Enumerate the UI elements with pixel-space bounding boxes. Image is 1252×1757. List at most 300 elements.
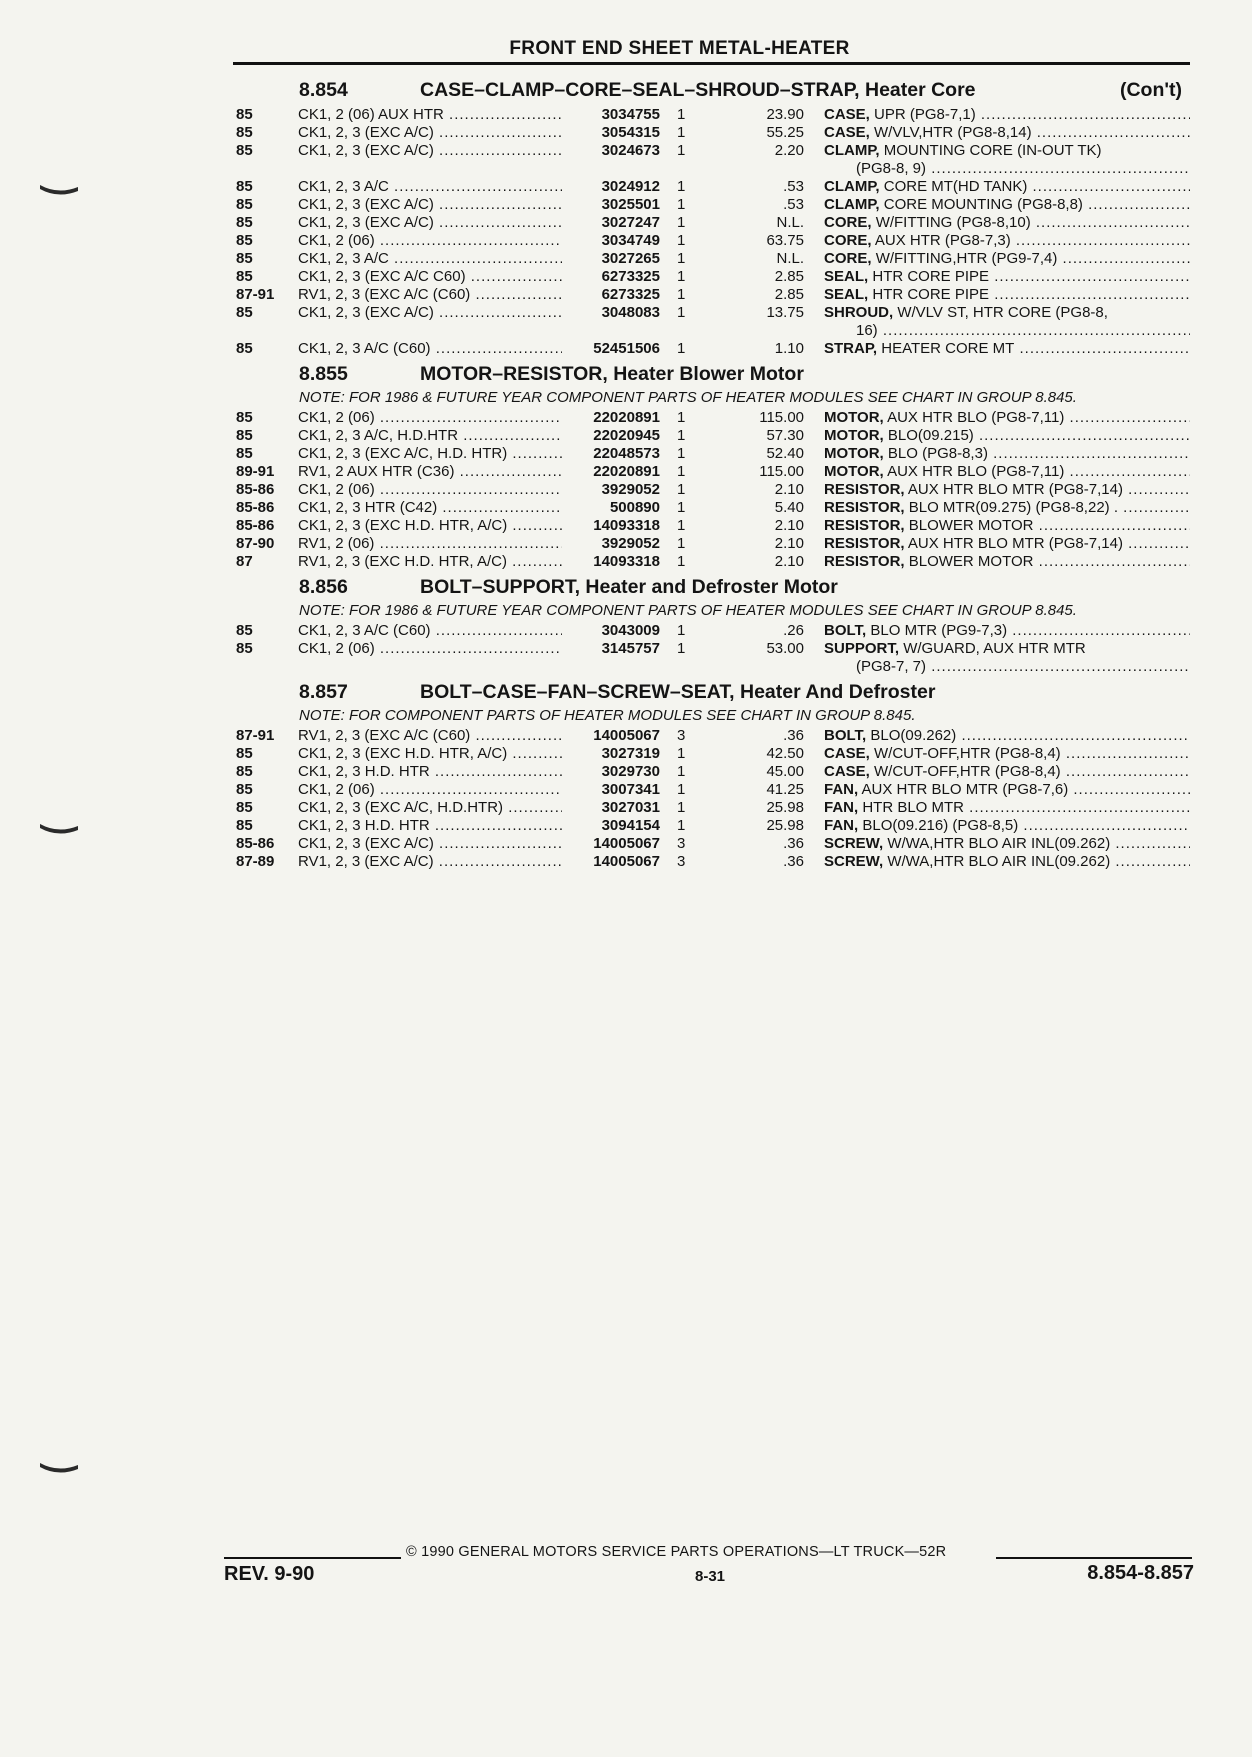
- part-name: MOTOR,: [824, 409, 884, 426]
- model-year: 85: [236, 268, 253, 285]
- quantity: 1: [677, 640, 686, 657]
- price: 57.30: [766, 427, 804, 444]
- part-row: [236, 481, 1190, 499]
- price: 5.40: [774, 499, 804, 516]
- part-detail: W/FITTING (PG8-8,10): [875, 214, 1031, 231]
- price: 2.10: [774, 535, 804, 552]
- part-row: [236, 517, 1190, 535]
- model-application: CK1, 2, 3 H.D. HTR .....: [298, 763, 562, 781]
- description-continuation: (PG8-7, 7) .....: [856, 658, 1190, 676]
- price: 45.00: [766, 763, 804, 780]
- part-row: [236, 763, 1190, 781]
- part-name: RESISTOR,: [824, 481, 905, 498]
- part-description: [824, 835, 1190, 853]
- model-application: CK1, 2, 3 (EXC A/C, H.D.HTR) .....: [298, 799, 562, 817]
- part-number: 3929052: [601, 481, 660, 498]
- part-description: [824, 124, 1190, 142]
- part-number: 6273325: [601, 268, 660, 285]
- part-detail: W/CUT-OFF,HTR (PG8-8,4): [874, 745, 1061, 762]
- part-number: 14093318: [593, 517, 660, 534]
- model-year: 85: [236, 106, 253, 123]
- quantity: 1: [677, 781, 686, 798]
- group-note: NOTE: FOR COMPONENT PARTS OF HEATER MODULES SEE CHART IN GROUP 8.845.: [299, 707, 916, 724]
- part-name: SEAL,: [824, 268, 869, 285]
- description-continuation: (PG8-8, 9) .....: [856, 160, 1190, 178]
- model-application: CK1, 2 (06) .....: [298, 232, 562, 250]
- price: 13.75: [766, 304, 804, 321]
- group-number: 8.855: [299, 363, 348, 385]
- part-name: MOTOR,: [824, 445, 884, 462]
- part-number: 14005067: [593, 835, 660, 852]
- price: 52.40: [766, 445, 804, 462]
- group-heading: [236, 360, 1190, 390]
- model-year: 85: [236, 142, 253, 159]
- model-year: 85: [236, 214, 253, 231]
- part-row: [236, 196, 1190, 214]
- model-application: CK1, 2 (06) .....: [298, 409, 562, 427]
- part-detail: HEATER CORE MT: [881, 340, 1015, 357]
- part-detail: HTR CORE PIPE: [872, 268, 990, 285]
- part-number: 3929052: [601, 535, 660, 552]
- part-number: 500890: [609, 499, 660, 516]
- model-year: 87-89: [236, 853, 275, 870]
- part-detail: UPR (PG8-7,1): [874, 106, 976, 123]
- part-detail: W/GUARD, AUX HTR MTR: [903, 640, 1086, 657]
- price: .36: [783, 835, 804, 852]
- part-detail: W/WA,HTR BLO AIR INL(09.262): [887, 835, 1111, 852]
- part-number: 22020945: [593, 427, 660, 444]
- price: 41.25: [766, 781, 804, 798]
- part-name: SEAL,: [824, 286, 869, 303]
- part-name: MOTOR,: [824, 427, 884, 444]
- quantity: 1: [677, 106, 686, 123]
- model-year: 85-86: [236, 835, 275, 852]
- part-name: SCREW,: [824, 835, 884, 852]
- price: .26: [783, 622, 804, 639]
- model-year: 85: [236, 622, 253, 639]
- footer-copyright: © 1990 GENERAL MOTORS SERVICE PARTS OPERATIONS—LT TRUCK—52R: [406, 1544, 947, 1560]
- quantity: 1: [677, 622, 686, 639]
- model-year: 85: [236, 427, 253, 444]
- group-heading: [236, 678, 1190, 708]
- model-application: CK1, 2, 3 (EXC A/C C60) .....: [298, 268, 562, 286]
- part-description: [824, 304, 1190, 322]
- model-application: CK1, 2, 3 (EXC A/C) .....: [298, 214, 562, 232]
- quantity: 1: [677, 340, 686, 357]
- part-number: 22020891: [593, 463, 660, 480]
- part-detail: CORE MT(HD TANK): [883, 178, 1028, 195]
- quantity: 1: [677, 178, 686, 195]
- part-detail: BLO(09.216) (PG8-8,5): [862, 817, 1019, 834]
- part-row: [236, 178, 1190, 196]
- part-row: [236, 106, 1190, 124]
- part-name: CASE,: [824, 745, 870, 762]
- quantity: 1: [677, 553, 686, 570]
- part-description: [824, 196, 1190, 214]
- model-application: CK1, 2 (06) .....: [298, 481, 562, 499]
- part-name: CLAMP,: [824, 196, 880, 213]
- model-year: 85: [236, 409, 253, 426]
- group-title: MOTOR–RESISTOR, Heater Blower Motor: [420, 363, 804, 385]
- model-application: CK1, 2, 3 HTR (C42) .....: [298, 499, 562, 517]
- part-number: 14093318: [593, 553, 660, 570]
- model-year: 85: [236, 340, 253, 357]
- part-number: 3027319: [601, 745, 660, 762]
- price: 2.10: [774, 517, 804, 534]
- part-number: 3145757: [601, 640, 660, 657]
- part-row: [236, 622, 1190, 640]
- part-name: CORE,: [824, 214, 872, 231]
- footer-group-range: 8.854-8.857: [1087, 1562, 1194, 1584]
- quantity: 1: [677, 214, 686, 231]
- quantity: 1: [677, 499, 686, 516]
- part-row: [236, 214, 1190, 232]
- part-number: 3025501: [601, 196, 660, 213]
- part-name: RESISTOR,: [824, 499, 905, 516]
- model-application: RV1, 2, 3 (EXC A/C) .....: [298, 853, 562, 871]
- group-heading: [236, 76, 1190, 106]
- quantity: 1: [677, 445, 686, 462]
- continued-label: (Con't): [1119, 79, 1182, 101]
- part-row: [236, 835, 1190, 853]
- price: 55.25: [766, 124, 804, 141]
- quantity: 1: [677, 286, 686, 303]
- model-year: 87-91: [236, 727, 275, 744]
- model-application: CK1, 2, 3 A/C, H.D.HTR .....: [298, 427, 562, 445]
- part-row: [236, 286, 1190, 304]
- part-detail: BLOWER MOTOR: [908, 553, 1034, 570]
- quantity: 1: [677, 463, 686, 480]
- part-description: [824, 232, 1190, 250]
- part-row: [236, 853, 1190, 871]
- binder-hole-mark: [38, 1461, 80, 1475]
- part-number: 3043009: [601, 622, 660, 639]
- part-row: [236, 304, 1190, 340]
- group-section: [236, 360, 1190, 573]
- header-rule: [233, 62, 1190, 65]
- price: 2.10: [774, 481, 804, 498]
- part-name: RESISTOR,: [824, 535, 905, 552]
- part-detail: W/WA,HTR BLO AIR INL(09.262): [887, 853, 1111, 870]
- model-year: 85-86: [236, 517, 275, 534]
- model-year: 85: [236, 781, 253, 798]
- part-number: 3007341: [601, 781, 660, 798]
- part-detail: W/CUT-OFF,HTR (PG8-8,4): [874, 763, 1061, 780]
- quantity: 1: [677, 142, 686, 159]
- price: 115.00: [759, 463, 804, 480]
- part-description: [824, 745, 1190, 763]
- model-year: 85: [236, 304, 253, 321]
- part-description: [824, 781, 1190, 799]
- price: 2.20: [774, 142, 804, 159]
- quantity: 1: [677, 517, 686, 534]
- part-description: [824, 727, 1190, 745]
- model-application: RV1, 2, 3 (EXC A/C (C60) .....: [298, 727, 562, 745]
- part-number: 3029730: [601, 763, 660, 780]
- price: .53: [783, 178, 804, 195]
- model-application: CK1, 2, 3 (EXC A/C) .....: [298, 142, 562, 160]
- price: 63.75: [766, 232, 804, 249]
- price: 2.85: [774, 268, 804, 285]
- part-name: CLAMP,: [824, 142, 880, 159]
- part-row: [236, 232, 1190, 250]
- price: .53: [783, 196, 804, 213]
- footer-rule-left: [224, 1557, 401, 1559]
- part-detail: HTR BLO MTR: [862, 799, 965, 816]
- quantity: 1: [677, 763, 686, 780]
- part-detail: AUX HTR BLO (PG8-7,11): [887, 409, 1065, 426]
- part-row: [236, 427, 1190, 445]
- part-detail: BLO MTR (PG9-7,3): [870, 622, 1008, 639]
- part-number: 52451506: [593, 340, 660, 357]
- part-description: [824, 853, 1190, 871]
- part-row: [236, 553, 1190, 571]
- model-application: CK1, 2, 3 (EXC A/C, H.D. HTR) .....: [298, 445, 562, 463]
- part-number: 3094154: [601, 817, 660, 834]
- part-name: CLAMP,: [824, 178, 880, 195]
- model-year: 85: [236, 196, 253, 213]
- part-detail: MOUNTING CORE (IN-OUT TK): [883, 142, 1102, 159]
- part-number: 3027247: [601, 214, 660, 231]
- model-application: CK1, 2, 3 A/C (C60) .....: [298, 622, 562, 640]
- page-title: FRONT END SHEET METAL-HEATER: [509, 38, 850, 59]
- model-year: 85-86: [236, 481, 275, 498]
- binder-hole-mark: [38, 822, 80, 836]
- model-year: 85: [236, 178, 253, 195]
- quantity: 1: [677, 196, 686, 213]
- part-description: [824, 409, 1190, 427]
- quantity: 1: [677, 232, 686, 249]
- part-number: 6273325: [601, 286, 660, 303]
- part-detail: AUX HTR BLO MTR (PG8-7,14): [907, 481, 1123, 498]
- part-name: FAN,: [824, 799, 859, 816]
- footer-page-number: 8-31: [695, 1568, 726, 1585]
- part-detail: W/FITTING,HTR (PG9-7,4): [875, 250, 1058, 267]
- part-row: [236, 445, 1190, 463]
- part-row: [236, 727, 1190, 745]
- model-application: RV1, 2, 3 (EXC H.D. HTR, A/C) .....: [298, 553, 562, 571]
- model-year: 85: [236, 763, 253, 780]
- part-detail: AUX HTR BLO (PG8-7,11): [887, 463, 1065, 480]
- part-name: BOLT,: [824, 727, 867, 744]
- model-year: 87-91: [236, 286, 275, 303]
- price: 2.10: [774, 553, 804, 570]
- part-description: [824, 268, 1190, 286]
- part-description: [824, 214, 1190, 232]
- part-description: [824, 799, 1190, 817]
- part-name: STRAP,: [824, 340, 878, 357]
- part-row: [236, 640, 1190, 676]
- group-spacer: [236, 871, 1190, 873]
- model-application: CK1, 2, 3 (EXC H.D. HTR, A/C) .....: [298, 745, 562, 763]
- part-row: [236, 817, 1190, 835]
- part-description: [824, 142, 1190, 160]
- part-name: RESISTOR,: [824, 517, 905, 534]
- model-year: 85: [236, 817, 253, 834]
- price: 115.00: [759, 409, 804, 426]
- part-row: [236, 535, 1190, 553]
- model-application: RV1, 2, 3 (EXC A/C (C60) .....: [298, 286, 562, 304]
- quantity: 1: [677, 124, 686, 141]
- price: N.L.: [776, 214, 804, 231]
- model-application: CK1, 2 (06) .....: [298, 640, 562, 658]
- part-detail: AUX HTR BLO MTR (PG8-7,14): [907, 535, 1123, 552]
- model-application: CK1, 2, 3 (EXC H.D. HTR, A/C) .....: [298, 517, 562, 535]
- quantity: 3: [677, 727, 686, 744]
- part-description: [824, 640, 1190, 658]
- price: N.L.: [776, 250, 804, 267]
- model-application: RV1, 2 AUX HTR (C36) .....: [298, 463, 562, 481]
- group-note: NOTE: FOR 1986 & FUTURE YEAR COMPONENT PARTS OF HEATER MODULES SEE CHART IN GROUP 8.845.: [299, 602, 1077, 619]
- quantity: 1: [677, 427, 686, 444]
- part-description: [824, 250, 1190, 268]
- quantity: 1: [677, 817, 686, 834]
- quantity: 3: [677, 853, 686, 870]
- quantity: 1: [677, 268, 686, 285]
- price: .36: [783, 727, 804, 744]
- part-number: 3048083: [601, 304, 660, 321]
- part-row: [236, 409, 1190, 427]
- part-row: [236, 142, 1190, 178]
- part-row: [236, 250, 1190, 268]
- group-section: [236, 76, 1190, 360]
- part-detail: AUX HTR BLO MTR (PG8-7,6): [861, 781, 1069, 798]
- price: 2.85: [774, 286, 804, 303]
- model-year: 85: [236, 799, 253, 816]
- part-name: SCREW,: [824, 853, 884, 870]
- part-detail: BLO(09.215): [887, 427, 974, 444]
- part-row: [236, 799, 1190, 817]
- price: 53.00: [766, 640, 804, 657]
- part-row: [236, 745, 1190, 763]
- part-description: [824, 463, 1190, 481]
- price: 42.50: [766, 745, 804, 762]
- part-description: [824, 817, 1190, 835]
- part-description: [824, 499, 1190, 517]
- model-application: CK1, 2, 3 (EXC A/C) .....: [298, 304, 562, 322]
- part-detail: W/VLV ST, HTR CORE (PG8-8,: [897, 304, 1108, 321]
- part-name: CASE,: [824, 106, 870, 123]
- part-row: [236, 268, 1190, 286]
- quantity: 1: [677, 304, 686, 321]
- price: 23.90: [766, 106, 804, 123]
- price: 25.98: [766, 799, 804, 816]
- part-description: [824, 553, 1190, 571]
- model-application: CK1, 2, 3 A/C .....: [298, 250, 562, 268]
- quantity: 1: [677, 799, 686, 816]
- part-detail: BLO(09.262): [870, 727, 957, 744]
- model-year: 89-91: [236, 463, 275, 480]
- quantity: 1: [677, 535, 686, 552]
- part-name: CASE,: [824, 763, 870, 780]
- group-section: [236, 573, 1190, 678]
- part-number: 3034749: [601, 232, 660, 249]
- part-row: [236, 463, 1190, 481]
- part-name: SUPPORT,: [824, 640, 900, 657]
- part-name: CORE,: [824, 232, 872, 249]
- description-continuation: 16) .....: [856, 322, 1190, 340]
- part-name: CORE,: [824, 250, 872, 267]
- model-application: CK1, 2, 3 (EXC A/C) .....: [298, 196, 562, 214]
- part-name: SHROUD,: [824, 304, 894, 321]
- part-detail: BLOWER MOTOR: [908, 517, 1034, 534]
- model-application: CK1, 2, 3 A/C (C60) .....: [298, 340, 562, 358]
- model-year: 87-90: [236, 535, 275, 552]
- part-detail: AUX HTR (PG8-7,3): [874, 232, 1011, 249]
- group-number: 8.857: [299, 681, 348, 703]
- model-application: RV1, 2 (06) .....: [298, 535, 562, 553]
- part-description: [824, 427, 1190, 445]
- part-number: 3024912: [601, 178, 660, 195]
- model-application: CK1, 2, 3 (EXC A/C) .....: [298, 835, 562, 853]
- model-application: CK1, 2, 3 H.D. HTR .....: [298, 817, 562, 835]
- part-detail: BLO (PG8-8,3): [887, 445, 988, 462]
- parts-catalog: [236, 76, 1190, 873]
- footer-revision: REV. 9-90: [224, 1563, 315, 1585]
- part-name: BOLT,: [824, 622, 867, 639]
- quantity: 1: [677, 409, 686, 426]
- quantity: 1: [677, 745, 686, 762]
- model-application: CK1, 2 (06) .....: [298, 781, 562, 799]
- part-name: RESISTOR,: [824, 553, 905, 570]
- model-year: 85: [236, 640, 253, 657]
- model-application: CK1, 2, 3 A/C .....: [298, 178, 562, 196]
- part-name: MOTOR,: [824, 463, 884, 480]
- part-description: [824, 481, 1190, 499]
- group-title: BOLT–CASE–FAN–SCREW–SEAT, Heater And Defroster: [420, 681, 936, 703]
- part-detail: CORE MOUNTING (PG8-8,8): [883, 196, 1083, 213]
- part-number: 3024673: [601, 142, 660, 159]
- price: .36: [783, 853, 804, 870]
- price: 25.98: [766, 817, 804, 834]
- model-year: 85: [236, 250, 253, 267]
- price: 1.10: [774, 340, 804, 357]
- part-number: 22020891: [593, 409, 660, 426]
- part-description: [824, 445, 1190, 463]
- part-row: [236, 781, 1190, 799]
- group-section: [236, 678, 1190, 873]
- part-name: CASE,: [824, 124, 870, 141]
- part-row: [236, 499, 1190, 517]
- model-year: 85: [236, 124, 253, 141]
- part-row: [236, 124, 1190, 142]
- model-year: 85: [236, 445, 253, 462]
- footer-rule-right: [996, 1557, 1192, 1559]
- binder-hole-mark: [38, 183, 80, 197]
- group-number: 8.854: [299, 79, 348, 101]
- part-number: 3027031: [601, 799, 660, 816]
- part-number: 3027265: [601, 250, 660, 267]
- part-detail: HTR CORE PIPE: [872, 286, 990, 303]
- part-description: [824, 517, 1190, 535]
- part-description: [824, 178, 1190, 196]
- model-year: 85: [236, 745, 253, 762]
- part-description: [824, 535, 1190, 553]
- part-row: [236, 340, 1190, 358]
- part-number: 14005067: [593, 853, 660, 870]
- part-name: FAN,: [824, 781, 859, 798]
- part-description: [824, 286, 1190, 304]
- part-number: 3034755: [601, 106, 660, 123]
- group-note: NOTE: FOR 1986 & FUTURE YEAR COMPONENT PARTS OF HEATER MODULES SEE CHART IN GROUP 8.845.: [299, 389, 1077, 406]
- part-detail: W/VLV,HTR (PG8-8,14): [874, 124, 1032, 141]
- group-heading: [236, 573, 1190, 603]
- group-title: BOLT–SUPPORT, Heater and Defroster Motor: [420, 576, 838, 598]
- part-number: 3054315: [601, 124, 660, 141]
- part-description: [824, 340, 1190, 358]
- part-detail: BLO MTR(09.275) (PG8-8,22) .: [908, 499, 1118, 516]
- model-application: CK1, 2, 3 (EXC A/C) .....: [298, 124, 562, 142]
